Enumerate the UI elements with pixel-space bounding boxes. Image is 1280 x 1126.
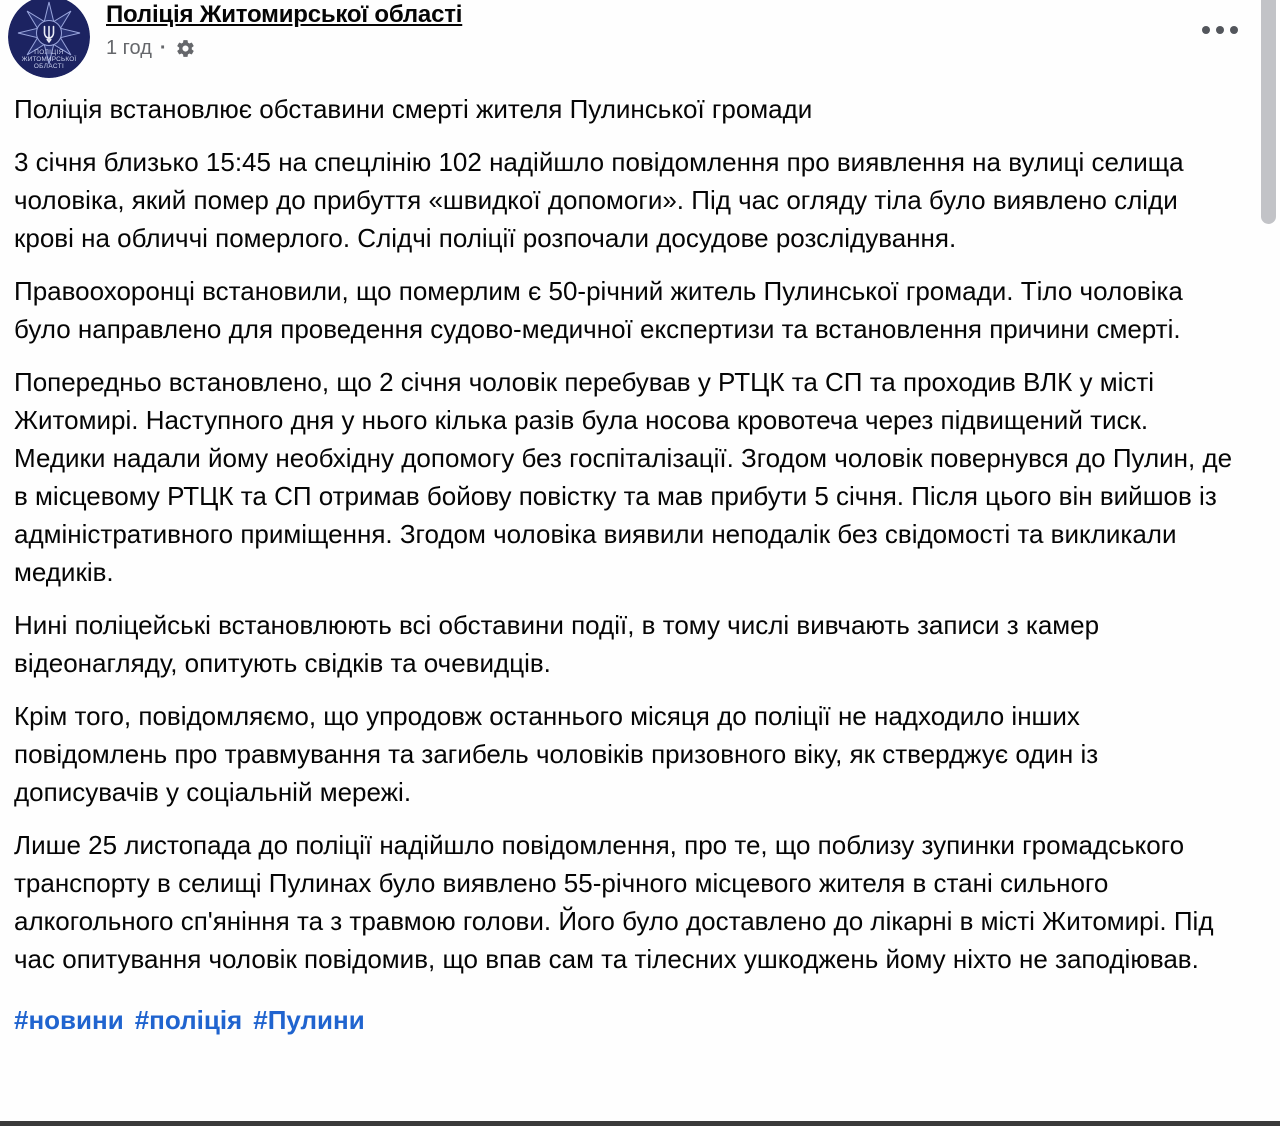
post-paragraph: 3 січня близько 15:45 на спецлінію 102 надійшло повідомлення про виявлення на вулиці селища чоловіка, який помер до прибуття «швидкої допомоги». Під час огляду тіла було виявлено сліди крові на обличчі померлого. Слідчі поліції розпочали досудове розслідування. (14, 147, 1184, 253)
post-paragraph: Лише 25 листопада до поліції надійшло повідомлення, про те, що поблизу зупинки громадського транспорту в селищі Пулинах було виявлено 55-річного місцевого жителя в стані сильного алкогольного сп'яніння та з травмою голови. Його було доставлено до лікарні в місті Житомирі. Під час опитування чоловік повідомив, що впав сам та тілесних ушкоджень йому ніхто не заподіював. (14, 830, 1214, 974)
hashtag-link[interactable]: #новини (14, 1005, 124, 1035)
hashtag-link[interactable]: #поліція (134, 1005, 243, 1035)
post-body (0, 78, 1280, 1039)
gear-icon (175, 38, 196, 59)
avatar-text-line2: ЖИТОМИРСЬКОЇ (21, 56, 77, 63)
meta-separator: · (159, 37, 167, 59)
post-paragraph: Поліція встановлює обставини смерті жителя Пулинської громади (14, 94, 813, 124)
page-name-link[interactable]: Поліція Житомирської області (106, 1, 463, 28)
post-options-button[interactable] (1198, 22, 1242, 38)
avatar-text-line3: ОБЛАСТІ (33, 63, 65, 70)
hashtag-row (14, 1001, 1236, 1039)
header-text-block (106, 0, 462, 60)
timestamp-link[interactable]: 1 год (106, 37, 152, 59)
avatar-text-line1: ПОЛІЦІЯ (34, 49, 64, 56)
post-paragraph: Крім того, повідомляємо, що упродовж останнього місяця до поліції не надходило інших повідомлень про травмування та загибель чоловіків призовного віку, як стверджує один із дописувачів у соціальній мережі. (14, 701, 1099, 807)
hashtag-link[interactable]: #Пулини (253, 1005, 365, 1035)
ellipsis-dot (1230, 26, 1238, 34)
page-avatar[interactable] (8, 0, 90, 78)
post-paragraph: Попередньо встановлено, що 2 січня чоловік перебував у РТЦК та СП та проходив ВЛК у місті Житомирі. Наступного дня у нього кілька разів була носова кровотеча через підвищений тиск. Медики надали йому необхідну допомогу без госпіталізації. Згодом чоловік повернувся до Пулин, де в місцевому РТЦК та СП отримав бойову повістку та мав прибути 5 січня. Після цього він вийшов із адміністративного приміщення. Згодом чоловіка виявили неподалік без свідомості та викликали медиків. (14, 367, 1233, 587)
ellipsis-dot (1216, 26, 1224, 34)
post-header (0, 0, 1280, 78)
post-paragraph: Нині поліцейські встановлюють всі обставини події, в тому числі вивчають записи з камер відеонагляду, опитують свідків та очевидців. (14, 610, 1100, 678)
scrollbar-thumb[interactable] (1261, 0, 1276, 224)
police-badge-icon (8, 0, 90, 78)
post-paragraph: Правоохоронці встановили, що померлим є 50-річний житель Пулинської громади. Тіло чоловіка було направлено для проведення судово-медичної експертизи та встановлення причини смерті. (14, 276, 1183, 344)
bottom-window-edge (0, 1121, 1280, 1126)
post-meta (106, 37, 462, 60)
ellipsis-dot (1202, 26, 1210, 34)
